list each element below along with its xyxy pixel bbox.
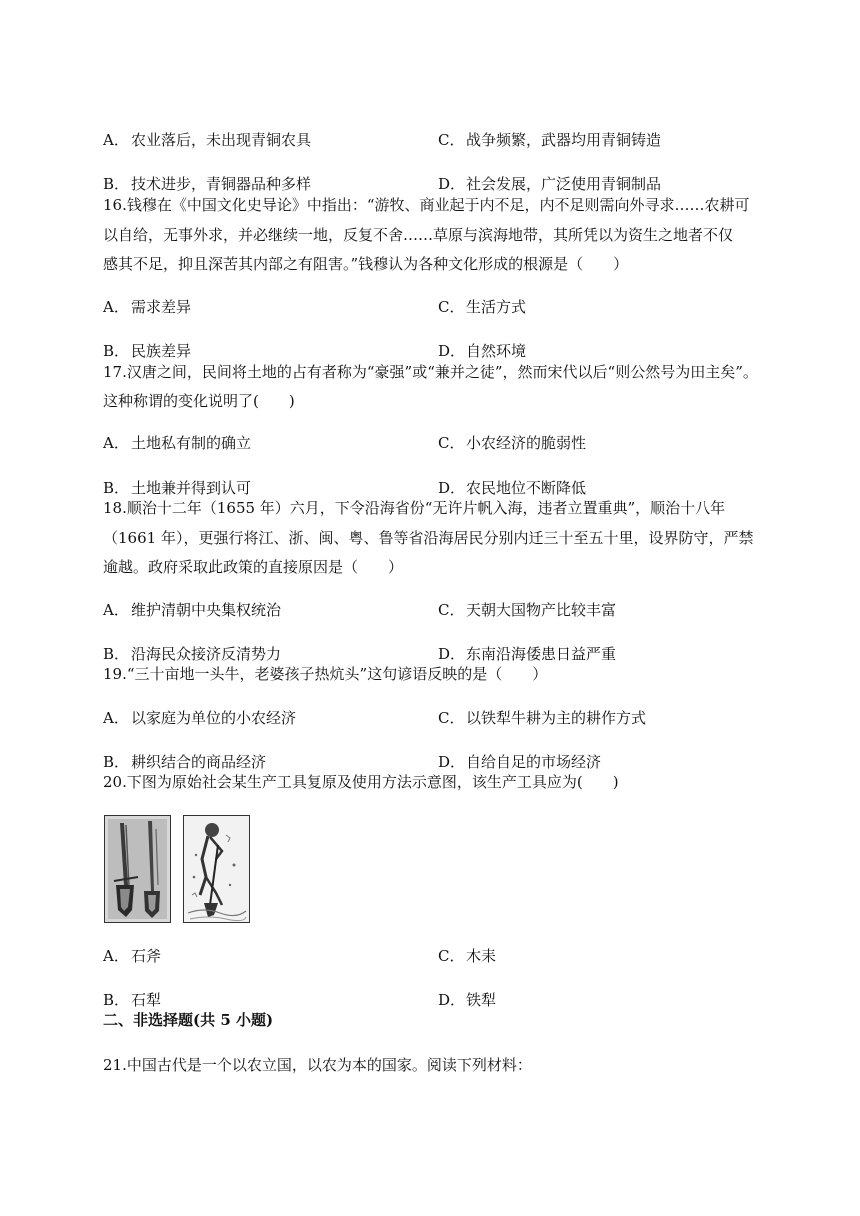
q16-option-c: C． 生活方式: [438, 298, 527, 316]
q19-option-a: A． 以家庭为单位的小农经济: [103, 709, 297, 727]
q20-stem-line-1: 20.下图为原始社会某生产工具复原及使用方法示意图，该生产工具应为( ): [103, 773, 619, 791]
tool-usage-panel: [184, 816, 250, 923]
q17-stem-line-2: 这种称谓的变化说明了( ): [103, 392, 295, 410]
q18-stem-line-1: 18.顺治十二年（1655 年）六月，下令沿海省份“无许片帆入海，违者立置重典”，顺治十八年: [103, 499, 726, 517]
q20-option-b: B． 石犁: [103, 991, 162, 1009]
q19-option-d: D．自给自足的市场经济: [438, 753, 602, 771]
q16-stem-line-1: 16.钱穆在《中国文化史导论》中指出：“游牧、商业起于内不足，内不足则需向外寻求……农耕可: [103, 196, 750, 214]
q16-option-d: D．自然环境: [438, 342, 527, 360]
q15-option-d: D．社会发展，广泛使用青铜制品: [438, 175, 662, 193]
q19-option-c: C． 以铁犁牛耕为主的耕作方式: [438, 709, 647, 727]
q17-option-c: C． 小农经济的脆弱性: [438, 434, 587, 452]
q19-stem-line-1: 19.“三十亩地一头牛，老婆孩子热炕头”这句谚语反映的是（ ）: [103, 665, 548, 683]
tool-reconstruction-figure: [104, 815, 250, 923]
q15-option-a: A． 农业落后，未出现青铜农具: [103, 131, 312, 149]
q17-stem-line-1: 17.汉唐之间，民间将土地的占有者称为“豪强”或“兼并之徒”，然而宋代以后“则公然号为田主矣”。: [103, 363, 758, 381]
q18-stem-line-3: 逾越。政府采取此政策的直接原因是（ ）: [103, 558, 404, 576]
tool-reconstruction-panel: [105, 816, 171, 923]
q16-option-a: A． 需求差异: [103, 298, 192, 316]
q15-option-c: C． 战争频繁，武器均用青铜铸造: [438, 131, 662, 149]
q18-option-a: A． 维护清朝中央集权统治: [103, 601, 282, 619]
section-heading: 二、非选择题(共 5 小题): [103, 1011, 274, 1029]
q16-stem-line-2: 以自给，无事外求，并必继续一地，反复不舍……草原与滨海地带，其所凭以为资生之地者不仅: [103, 226, 734, 244]
q20-option-d: D．铁犁: [438, 991, 497, 1009]
q15-option-b: B． 技术进步，青铜器品种多样: [103, 175, 312, 193]
q18-stem-line-2: （1661 年），更强行将江、浙、闽、粤、鲁等省沿海居民分别内迁三十至五十里，设界防守，严禁: [103, 529, 754, 547]
q20-option-a: A． 石斧: [103, 947, 162, 965]
q17-option-d: D．农民地位不断降低: [438, 479, 587, 497]
q18-option-d: D．东南沿海倭患日益严重: [438, 645, 617, 663]
q21-stem: 21.中国古代是一个以农立国，以农为本的国家。阅读下列材料：: [103, 1056, 532, 1074]
q17-option-a: A． 土地私有制的确立: [103, 434, 252, 452]
q17-option-b: B． 土地兼并得到认可: [103, 479, 252, 497]
q18-option-b: B． 沿海民众接济反清势力: [103, 645, 282, 663]
q18-option-c: C． 天朝大国物产比较丰富: [438, 601, 617, 619]
q16-stem-line-3: 感其不足，抑且深苦其内部之有阻害。”钱穆认为各种文化形成的根源是（ ）: [103, 255, 629, 273]
q20-option-c: C． 木耒: [438, 947, 497, 965]
q19-option-b: B． 耕织结合的商品经济: [103, 753, 267, 771]
q16-option-b: B． 民族差异: [103, 342, 192, 360]
